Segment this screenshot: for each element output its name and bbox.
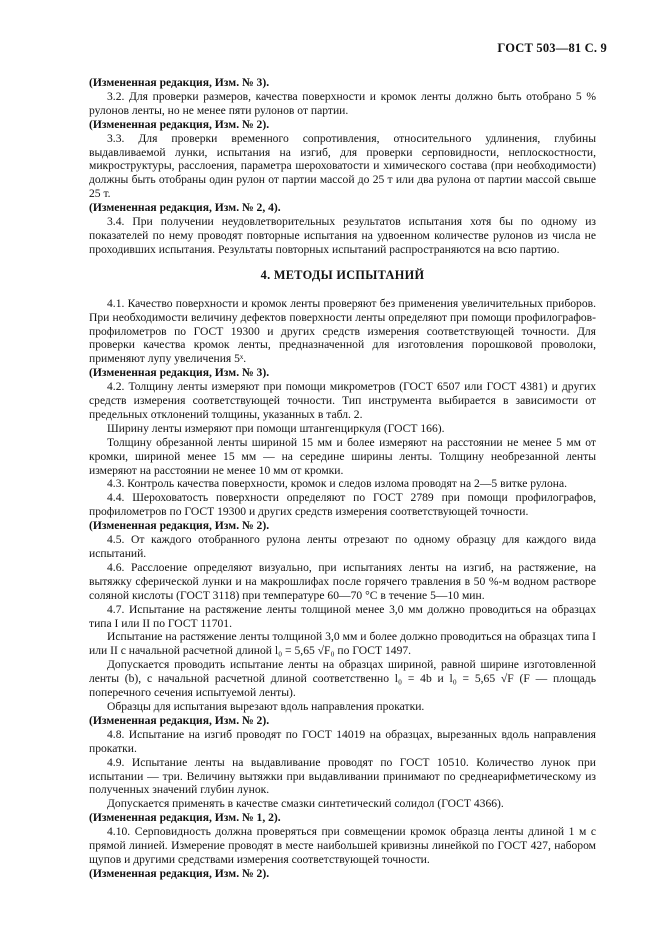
section-heading: 4. МЕТОДЫ ИСПЫТАНИЙ xyxy=(260,267,425,282)
revision-note: (Измененная редакция, Изм. № 2). xyxy=(89,713,270,727)
paragraph: 4.8. Испытание на изгиб проводят по ГОСТ 14019 на образцах, вырезанных вдоль направления прокатки. xyxy=(89,727,596,755)
paragraph: 4.5. От каждого отобранного рулона ленты отрезают по одному образцу для каждого вида испытаний. xyxy=(89,533,596,560)
paragraph: Толщину обрезанной ленты шириной 15 мм и более измеряют на расстоянии не менее 5 мм от кромки, шириной менее 15 мм — на середине ширины ленты. Толщину необрезанной ленты измеряют на расстоянии не менее 10 мм от кромки. xyxy=(89,435,596,477)
paragraph: 4.4. Шероховатость поверхности определяют по ГОСТ 2789 при помощи профилографов, профилометров по ГОСТ 19300 и других средств измерения соответствующей точности. xyxy=(89,491,596,519)
revision-note: (Измененная редакция, Изм. № 2, 4). xyxy=(89,201,281,215)
document-body xyxy=(89,76,596,881)
paragraph: Допускается применять в качестве смазки синтетический солидол (ГОСТ 4366). xyxy=(107,797,504,811)
revision-note: (Измененная редакция, Изм. № 1, 2). xyxy=(89,811,281,825)
revision-note: (Измененная редакция, Изм. № 3). xyxy=(89,366,270,380)
paragraph: 3.3. Для проверки временного сопротивления, относительного удлинения, глубины выдавливаемой лунки, испытания на изгиб, для проверки серповидности, неплоскостности, микроструктуры, расслоения, параметра шероховатости и химического состава (при необходимости) должны быть отобраны один рулон от партии массой до 25 т или два рулона от партии массой свыше 25 т. xyxy=(89,131,596,201)
revision-note: (Измененная редакция, Изм. № 2). xyxy=(89,866,270,880)
revision-note: (Измененная редакция, Изм. № 2). xyxy=(89,519,270,533)
paragraph: 4.1. Качество поверхности и кромок ленты проверяют без применения увеличительных приборов. При необходимости величину дефектов поверхности ленты определяют при помощи профилографов-профилометров по ГОСТ 19300 и других средств измерения соответствующей точности. Для проверки качества кромок ленты, предназначенной для изготовления порошковой проволоки, применяют лупу увеличения 5ˣ. xyxy=(89,296,596,366)
paragraph: Допускается проводить испытание ленты на образцах шириной, равной ширине изготовленной ленты (b), с начальной расчетной длиной соответственно l₀ = 4b и l₀ = 5,65 √F (F — площадь поперечного сечения испытуемой ленты). xyxy=(89,658,596,700)
paragraph: 4.6. Расслоение определяют визуально, при испытаниях ленты на изгиб, на растяжение, на вытяжку сферической лунки и на макрошлифах после горячего травления в 50 %-м водном растворе соляной кислоты (ГОСТ 3118) при температуре 60—70 °С в течение 5—10 мин. xyxy=(89,560,596,602)
paragraph: Испытание на растяжение ленты толщиной 3,0 мм и более должно проводиться на образцах типа I или II с начальной расчетной длиной l₀ = 5,65 √F₀ по ГОСТ 1497. xyxy=(89,630,596,658)
paragraph: 3.4. При получении неудовлетворительных результатов испытания хотя бы по одному из показателей по нему проводят повторные испытания на удвоенном количестве рулонов из числа не проходивших испытания. Результаты повторных испытаний распространяются на всю партию. xyxy=(89,215,596,256)
paragraph: Образцы для испытания вырезают вдоль направления прокатки. xyxy=(107,699,425,713)
paragraph: 4.3. Контроль качества поверхности, кромок и следов излома проводят на 2—5 витке рулона. xyxy=(107,477,567,491)
page-header: ГОСТ 503—81 С. 9 xyxy=(497,41,607,55)
revision-note: (Измененная редакция, Изм. № 3). xyxy=(89,76,270,89)
revision-note: (Измененная редакция, Изм. № 2). xyxy=(89,117,270,131)
paragraph: 4.10. Серповидность должна проверяться при совмещении кромок образца ленты длиной 1 м с прямой линией. Измерение проводят в месте наибольшей кривизны линейкой по ГОСТ 427, набором щупов и другими средствами измерения соответствующей точности. xyxy=(89,825,596,866)
paragraph: 4.2. Толщину ленты измеряют при помощи микрометров (ГОСТ 6507 или ГОСТ 4381) и других средств измерения соответствующей точности. Тип инструмента выбирается в зависимости от предельных отклонений толщины, указанных в табл. 2. xyxy=(89,380,596,421)
paragraph: Ширину ленты измеряют при помощи штангенциркуля (ГОСТ 166). xyxy=(107,421,445,435)
paragraph: 3.2. Для проверки размеров, качества поверхности и кромок ленты должно быть отобрано 5 % рулонов ленты, но не менее пяти рулонов от партии. xyxy=(89,89,596,117)
paragraph: 4.9. Испытание ленты на выдавливание проводят по ГОСТ 10510. Количество лунок при испытании — три. Величину вытяжки при выдавливании принимают по среднеарифметическому из полученных значений глубин лунок. xyxy=(89,755,596,797)
paragraph: 4.7. Испытание на растяжение ленты толщиной менее 3,0 мм должно проводиться на образцах типа I или II по ГОСТ 11701. xyxy=(89,602,596,630)
